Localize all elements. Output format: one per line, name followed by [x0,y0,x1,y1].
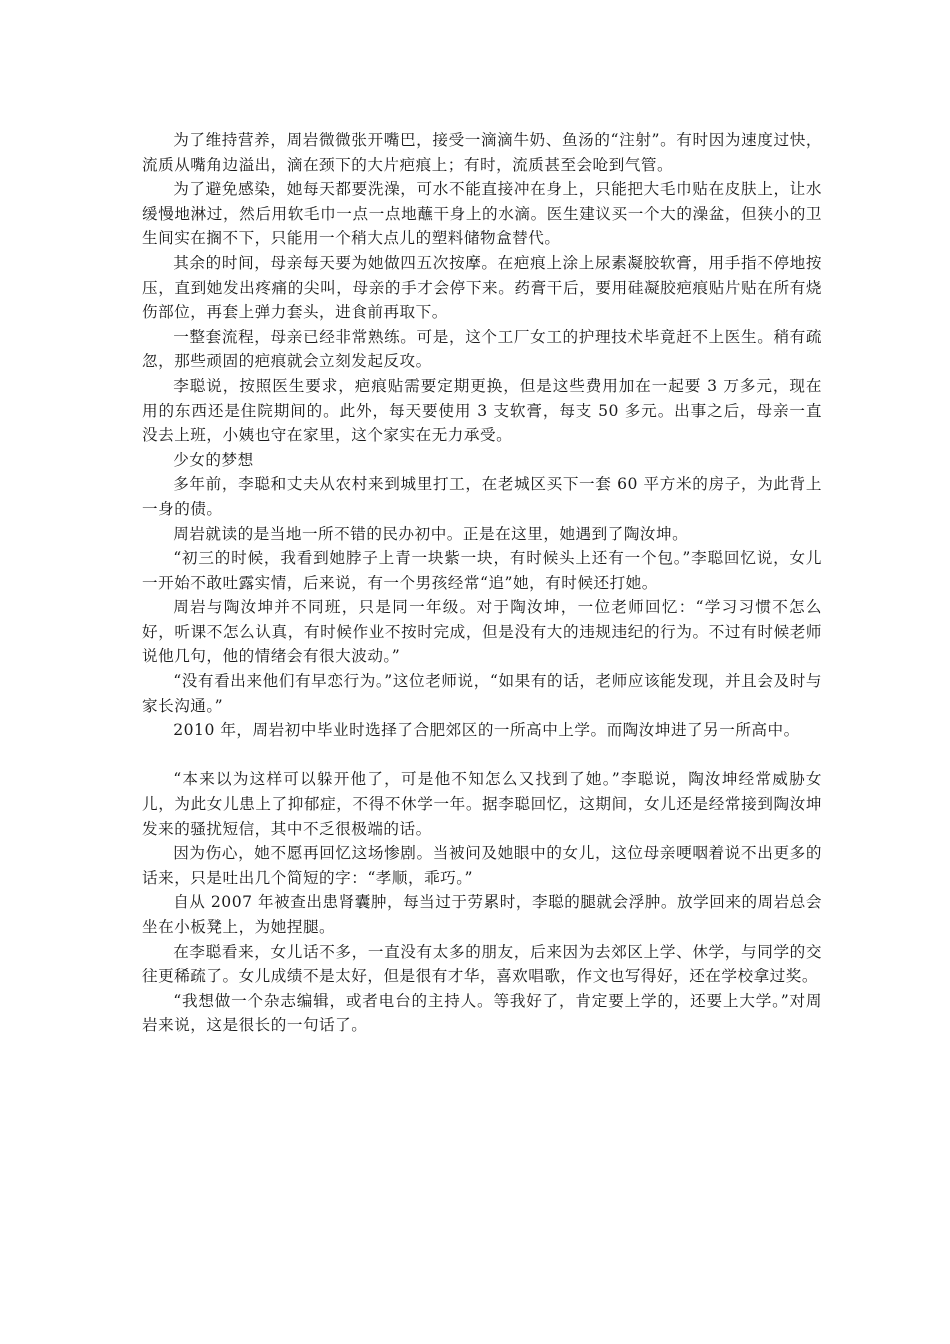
paragraph-costs: 李聪说，按照医生要求，疤痕贴需要定期更换，但是这些费用加在一起要 3 万多元，现在用的东西还是住院期间的。此外，每天要使用 3 支软膏，每支 50 多元。出事之后，母亲一直没去上班，小姨也守在家里，这个家实在无力承受。 [142,376,822,445]
paragraph-dream-quote: “我想做一个杂志编辑，或者电台的主持人。等我好了，肯定要上学的，还要上大学。”对周岩来说，这是很长的一句话了。 [142,991,822,1035]
paragraph-teacher-recall: 周岩与陶汝坤并不同班，只是同一年级。对于陶汝坤，一位老师回忆：“学习习惯不怎么好，听课不怎么认真，有时候作业不按时完成，但是没有大的违规违纪的行为。不过有时候老师说他几句，他的情绪会有很大波动。” [142,598,822,666]
paragraph-harassment: “本来以为这样可以躲开他了，可是他不知怎么又找到了她。”李聪说，陶汝坤经常威胁女儿，为此女儿患上了抑郁症，不得不休学一年。据李聪回忆，这期间，女儿还是经常接到陶汝坤发来的骚扰短信，其中不乏很极端的话。 [142,770,822,838]
paragraph-illness: 自从 2007 年被查出患肾囊肿，每当过于劳累时，李聪的腿就会浮肿。放学回来的周岩总会坐在小板凳上，为她捏腿。 [142,893,822,936]
paragraph-middle-school: 周岩就读的是当地一所不错的民办初中。正是在这里，她遇到了陶汝坤。 [173,524,689,543]
section-heading: 少女的梦想 [173,450,254,469]
document-body [142,128,822,1038]
paragraph-daughter-character: 在李聪看来，女儿话不多，一直没有太多的朋友，后来因为去郊区上学、休学，与同学的交往更稀疏了。女儿成绩不是太好，但是很有才华，喜欢唱歌，作文也写得好，还在学校拿过奖。 [142,942,822,986]
paragraph-high-school: 2010 年，周岩初中毕业时选择了合肥郊区的一所高中上学。而陶汝坤进了另一所高中。 [173,721,800,740]
paragraph-family-background: 多年前，李聪和丈夫从农村来到城里打工，在老城区买下一套 60 平方米的房子，为此背上一身的债。 [142,475,822,518]
paragraph-massage: 其余的时间，母亲每天要为她做四五次按摩。在疤痕上涂上尿素凝胶软膏，用手指不停地按压，直到她发出疼痛的尖叫，母亲的手才会停下来。药膏干后，要用硅凝胶疤痕贴片贴在所有烧伤部位，再套上弹力套头，进食前再取下。 [142,253,822,322]
paragraph-mother-grief: 因为伤心，她不愿再回忆这场惨剧。当被问及她眼中的女儿，这位母亲哽咽着说不出更多的话来，只是吐出几个简短的字：“孝顺，乖巧。” [142,844,822,887]
paragraph-routine: 一整套流程，母亲已经非常熟练。可是，这个工厂女工的护理技术毕竟赶不上医生。稍有疏忽，那些顽固的疤痕就会立刻发起反攻。 [142,327,822,371]
paragraph-feeding: 为了维持营养，周岩微微张开嘴巴，接受一滴滴牛奶、鱼汤的“注射”。有时因为速度过快，流质从嘴角边溢出，滴在颈下的大片疤痕上；有时，流质甚至会呛到气管。 [142,131,822,174]
paragraph-teacher-quote: “没有看出来他们有早恋行为。”这位老师说，“如果有的话，老师应该能发现，并且会及时与家长沟通。” [142,672,822,715]
paragraph-bathing: 为了避免感染，她每天都要洗澡，可水不能直接冲在身上，只能把大毛巾贴在皮肤上，让水缓慢地淋过，然后用软毛巾一点一点地蘸干身上的水滴。医生建议买一个大的澡盆，但狭小的卫生间实在搁不下，只能用一个稍大点儿的塑料储物盒替代。 [142,180,822,248]
paragraph-bullying: “初三的时候，我看到她脖子上青一块紫一块，有时候头上还有一个包。”李聪回忆说，女儿一开始不敢吐露实情，后来说，有一个男孩经常“追”她，有时候还打她。 [142,549,822,592]
